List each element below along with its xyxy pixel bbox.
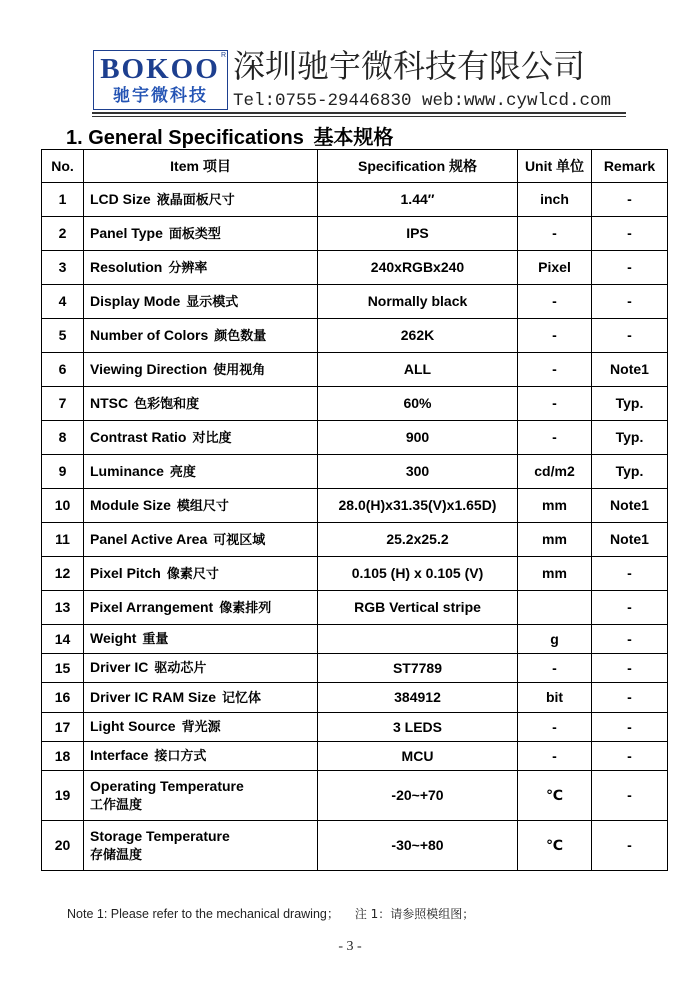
item-cell	[84, 654, 318, 683]
specification-cell: 384912	[318, 683, 518, 713]
item-name-cn: 对比度	[192, 430, 232, 446]
unit-cell: -	[518, 654, 592, 683]
item-cell	[84, 319, 318, 353]
row-number-cell: 5	[42, 319, 84, 353]
remark-cell: Typ.	[592, 455, 668, 489]
unit-cell: g	[518, 625, 592, 654]
item-name-cn: 分辨率	[168, 260, 208, 276]
specification-cell: MCU	[318, 742, 518, 771]
section-title	[66, 124, 393, 151]
item-cell	[84, 387, 318, 421]
item-cell	[84, 455, 318, 489]
unit-cell: -	[518, 319, 592, 353]
remark-cell: Note1	[592, 523, 668, 557]
column-header: No.	[42, 150, 84, 183]
specification-cell: IPS	[318, 217, 518, 251]
item-name-cn: 液晶面板尺寸	[156, 192, 235, 208]
column-header: Remark	[592, 150, 668, 183]
remark-cell: -	[592, 771, 668, 821]
footnote-cn: 注 1：请参照模组图；	[354, 907, 475, 921]
item-name-cn: 记忆体	[222, 690, 262, 706]
unit-cell: -	[518, 742, 592, 771]
remark-cell: -	[592, 821, 668, 871]
specification-cell: 300	[318, 455, 518, 489]
item-name-en: Driver IC RAM Size	[90, 688, 217, 705]
item-name-en: Operating Temperature	[90, 777, 244, 794]
item-name-cn: 面板类型	[168, 226, 221, 242]
item-name-en: Interface	[90, 747, 149, 763]
unit-cell: -	[518, 353, 592, 387]
specification-cell: -20~+70	[318, 771, 518, 821]
company-name: 深圳驰宇微科技有限公司	[233, 47, 586, 85]
item-name-en: Viewing Direction	[90, 360, 208, 377]
row-number-cell: 13	[42, 591, 84, 625]
row-number-cell: 8	[42, 421, 84, 455]
item-name-en: Module Size	[90, 496, 171, 513]
row-number-cell: 6	[42, 353, 84, 387]
remark-cell: Typ.	[592, 421, 668, 455]
unit-cell: ℃	[518, 821, 592, 871]
item-name-cn: 接口方式	[154, 749, 207, 764]
table-header-row	[42, 150, 668, 183]
footnote-en: Note 1: Please refer to the mechanical drawing；	[67, 907, 340, 921]
column-header: Unit 单位	[518, 150, 592, 183]
remark-cell: -	[592, 183, 668, 217]
company-logo	[93, 50, 228, 110]
item-cell	[84, 557, 318, 591]
item-name-en: Panel Active Area	[90, 530, 208, 547]
row-number-cell: 12	[42, 557, 84, 591]
row-number-cell: 18	[42, 742, 84, 771]
item-name-cn: 重量	[142, 632, 169, 647]
row-number-cell: 20	[42, 821, 84, 871]
item-name-en: Weight	[90, 630, 137, 646]
specification-cell	[318, 625, 518, 654]
item-cell	[84, 625, 318, 654]
unit-cell: -	[518, 217, 592, 251]
row-number-cell: 7	[42, 387, 84, 421]
remark-cell: -	[592, 285, 668, 319]
remark-cell: -	[592, 683, 668, 713]
specification-cell: 25.2x25.2	[318, 523, 518, 557]
remark-cell: -	[592, 557, 668, 591]
item-cell	[84, 713, 318, 742]
specification-cell: 262K	[318, 319, 518, 353]
item-name-en: NTSC	[90, 394, 129, 411]
item-name-en: Light Source	[90, 718, 176, 734]
row-number-cell: 3	[42, 251, 84, 285]
item-cell	[84, 421, 318, 455]
row-number-cell: 4	[42, 285, 84, 319]
item-cell	[84, 489, 318, 523]
table-row	[42, 713, 668, 742]
item-name-en: Luminance	[90, 462, 164, 479]
table-row	[42, 387, 668, 421]
row-number-cell: 1	[42, 183, 84, 217]
item-name-cn: 存储温度	[90, 847, 143, 863]
item-name-cn: 像素尺寸	[166, 566, 219, 582]
item-name-cn: 亮度	[169, 464, 196, 480]
header-rule-thick	[92, 112, 626, 114]
row-number-cell: 2	[42, 217, 84, 251]
table-row	[42, 557, 668, 591]
item-cell	[84, 523, 318, 557]
item-name-cn: 背光源	[181, 720, 221, 735]
item-name-en: Resolution	[90, 258, 163, 275]
remark-cell: -	[592, 625, 668, 654]
table-row	[42, 183, 668, 217]
item-cell	[84, 251, 318, 285]
unit-cell: mm	[518, 523, 592, 557]
row-number-cell: 16	[42, 683, 84, 713]
item-name-cn: 颜色数量	[214, 328, 267, 344]
item-name-cn: 像素排列	[219, 600, 272, 616]
table-row	[42, 217, 668, 251]
unit-cell: -	[518, 713, 592, 742]
item-name-cn: 使用视角	[213, 362, 266, 378]
unit-cell	[518, 591, 592, 625]
registered-mark: R	[220, 52, 226, 59]
letterhead	[93, 47, 633, 114]
table-row	[42, 285, 668, 319]
item-name-en: Display Mode	[90, 292, 181, 309]
column-header: Item 项目	[84, 150, 318, 183]
item-name-cn: 色彩饱和度	[134, 396, 200, 412]
company-contact: Tel:0755-29446830 web:www.cywlcd.com	[233, 91, 612, 111]
row-number-cell: 14	[42, 625, 84, 654]
remark-cell: Note1	[592, 489, 668, 523]
table-row	[42, 353, 668, 387]
unit-cell: inch	[518, 183, 592, 217]
footnote	[67, 905, 474, 923]
section-title-cn: 基本规格	[313, 125, 394, 149]
item-cell	[84, 217, 318, 251]
table-row	[42, 421, 668, 455]
unit-cell: Pixel	[518, 251, 592, 285]
row-number-cell: 11	[42, 523, 84, 557]
page-number: - 3 -	[338, 939, 362, 954]
table-row	[42, 742, 668, 771]
row-number-cell: 9	[42, 455, 84, 489]
remark-cell: Note1	[592, 353, 668, 387]
remark-cell: -	[592, 742, 668, 771]
specification-cell: RGB Vertical stripe	[318, 591, 518, 625]
remark-cell: -	[592, 251, 668, 285]
item-name-en: Panel Type	[90, 224, 163, 241]
specification-cell: 1.44″	[318, 183, 518, 217]
specification-cell: 900	[318, 421, 518, 455]
column-header: Specification 规格	[318, 150, 518, 183]
item-name-cn: 驱动芯片	[154, 661, 207, 676]
item-cell	[84, 742, 318, 771]
specification-cell: 60%	[318, 387, 518, 421]
unit-cell: -	[518, 285, 592, 319]
remark-cell: -	[592, 713, 668, 742]
item-cell	[84, 821, 318, 871]
table-row	[42, 591, 668, 625]
unit-cell: ℃	[518, 771, 592, 821]
table-row	[42, 251, 668, 285]
section-title-en: 1. General Specifications	[66, 127, 304, 149]
item-name-cn: 模组尺寸	[176, 498, 229, 514]
unit-cell: -	[518, 421, 592, 455]
remark-cell: -	[592, 217, 668, 251]
item-name-cn: 可视区域	[213, 532, 266, 548]
table-row	[42, 771, 668, 821]
header-rule-thin	[92, 116, 626, 117]
item-cell	[84, 683, 318, 713]
table-row	[42, 489, 668, 523]
row-number-cell: 10	[42, 489, 84, 523]
item-name-en: Driver IC	[90, 659, 149, 675]
specification-cell: 28.0(H)x31.35(V)x1.65D)	[318, 489, 518, 523]
specification-cell: 0.105 (H) x 0.105 (V)	[318, 557, 518, 591]
row-number-cell: 15	[42, 654, 84, 683]
item-cell	[84, 353, 318, 387]
table-row	[42, 821, 668, 871]
specification-cell: Normally black	[318, 285, 518, 319]
remark-cell: Typ.	[592, 387, 668, 421]
table-row	[42, 654, 668, 683]
item-cell	[84, 771, 318, 821]
specification-cell: 3 LEDS	[318, 713, 518, 742]
item-name-en: Pixel Arrangement	[90, 598, 214, 615]
specification-cell: ST7789	[318, 654, 518, 683]
table-row	[42, 625, 668, 654]
item-name-cn: 显示模式	[186, 294, 239, 310]
specification-cell: 240xRGBx240	[318, 251, 518, 285]
logo-chinese-text: 驰宇微科技	[113, 86, 208, 106]
item-cell	[84, 183, 318, 217]
unit-cell: bit	[518, 683, 592, 713]
item-name-en: Pixel Pitch	[90, 564, 161, 581]
remark-cell: -	[592, 591, 668, 625]
unit-cell: mm	[518, 489, 592, 523]
item-name-en: Number of Colors	[90, 326, 209, 343]
remark-cell: -	[592, 319, 668, 353]
table-row	[42, 319, 668, 353]
remark-cell: -	[592, 654, 668, 683]
unit-cell: mm	[518, 557, 592, 591]
row-number-cell: 19	[42, 771, 84, 821]
specifications-table	[41, 149, 668, 871]
item-name-cn: 工作温度	[90, 797, 143, 813]
logo-brand-text: BOKOO	[100, 53, 220, 85]
specification-cell: ALL	[318, 353, 518, 387]
item-name-en: Contrast Ratio	[90, 428, 187, 445]
unit-cell: cd/m2	[518, 455, 592, 489]
specification-cell: -30~+80	[318, 821, 518, 871]
item-cell	[84, 591, 318, 625]
table-body	[42, 183, 668, 871]
item-name-en: LCD Size	[90, 190, 151, 207]
table-row	[42, 523, 668, 557]
table-row	[42, 683, 668, 713]
item-cell	[84, 285, 318, 319]
item-name-en: Storage Temperature	[90, 827, 230, 844]
table-row	[42, 455, 668, 489]
unit-cell: -	[518, 387, 592, 421]
row-number-cell: 17	[42, 713, 84, 742]
